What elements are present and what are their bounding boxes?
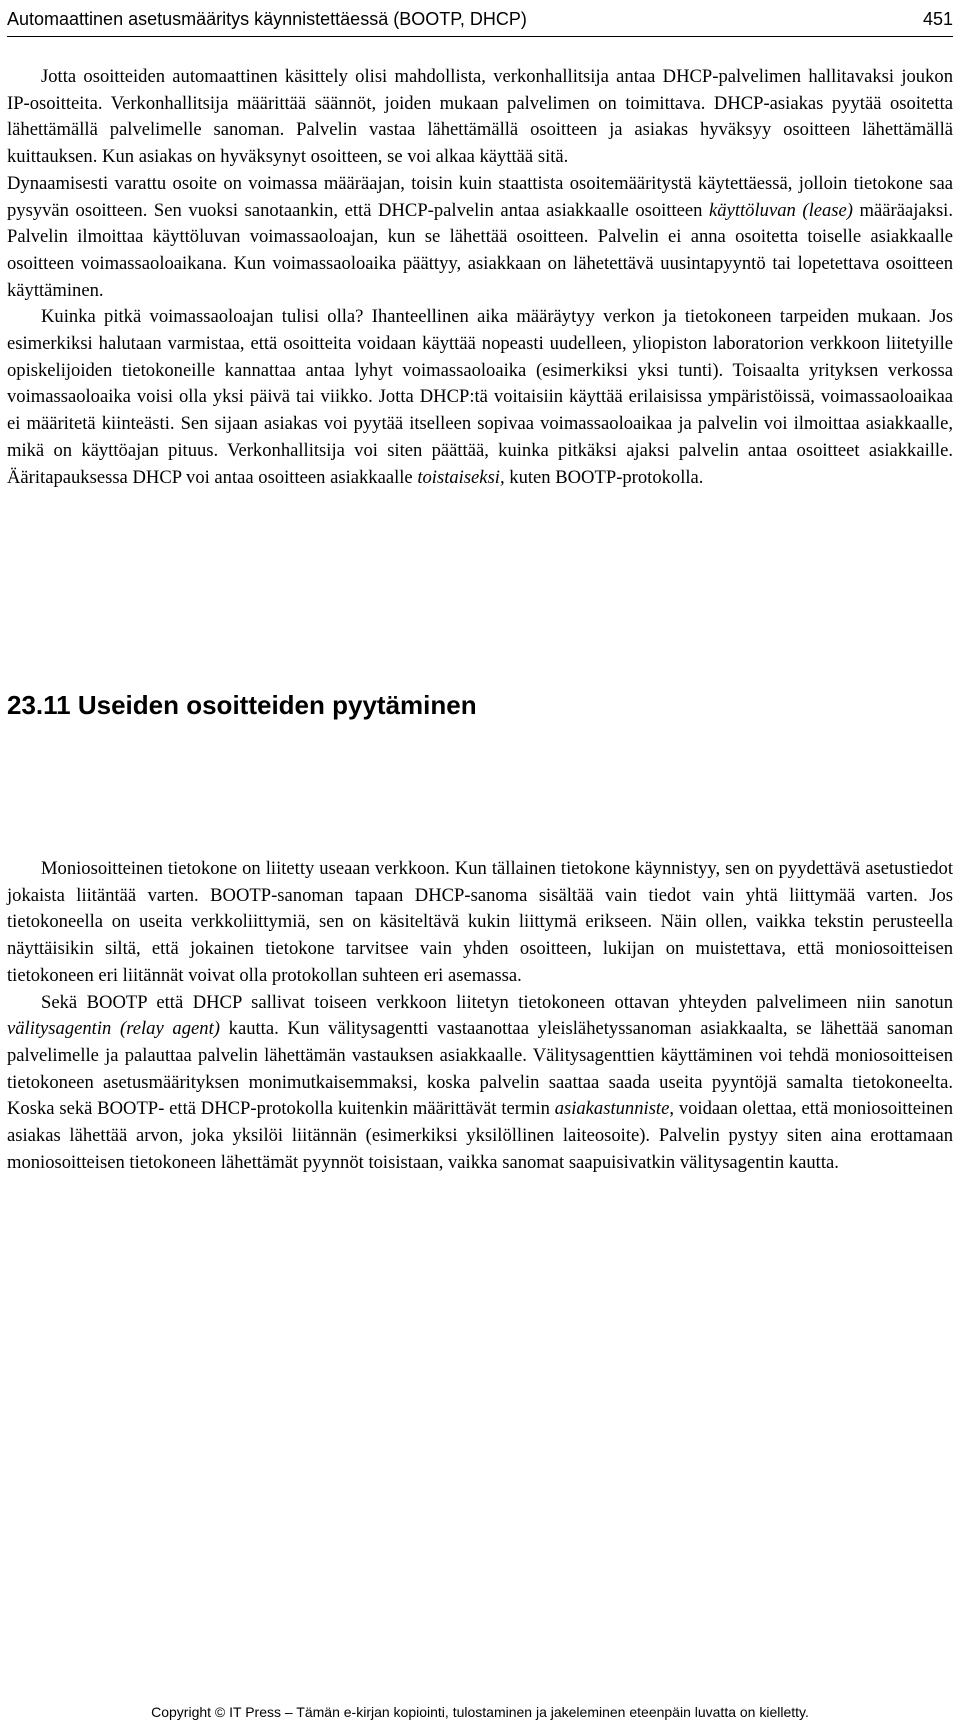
paragraph-text: Kuinka pitkä voimassaoloajan tulisi olla? Ihanteellinen aika määräytyy verkon ja tietokoneen tarpeiden mukaan. Jos esimerkiksi halutaan varmistaa, että osoitteita voidaan käyttää nopeasti uudelleen, yliopiston laboratorion verkkoon liitetyille opiskelijoiden tietokoneille kannattaa antaa lyhyt voimassaoloaika (esimerkiksi yksi tunti). Toisaalta yrityksen verkossa voimassaoloaika voisi olla yksi päivä tai viikko. Jotta DHCP:tä voitaisiin käyttää erilaisissa ympäristöissä, voimassaoloaikaa ei määritetä kiinteästi. Sen sijaan asiakas voi pyytää itselleen sopivaa voimassaoloaikaa ja palvelin voi ilmoittaa asiakkaalle, mikä on käyttöajan pituus. Verkonhallitsija voi siten päättää, kuinka pitkäksi ajaksi palvelin antaa osoitteet asiakkaille. Ääritapauksessa DHCP voi antaa osoitteen asiakkaalle (7, 306, 953, 488)
page-header (7, 6, 953, 32)
paragraph-text: kautta. Kun välitysagentti vastaanottaa yleislähetyssanoman asiakkaalta, se lähettää sanoman palvelimelle ja palauttaa palvelin lähettämän vastauksen asiakkaalle. Välitysagenttien käyttäminen voi tehdä moniosoitteisen tietokoneen asetusmäärityksen monimutkaisemmaksi, koska palvelin saattaa saada useita pyyntöjä samalta tietokoneelta. Koska sekä BOOTP- että DHCP-protokolla kuitenkin määrittävät termin (7, 1018, 953, 1120)
paragraph-text: Sekä BOOTP että DHCP sallivat toiseen verkkoon liitetyn tietokoneen ottavan yhteyden palvelimeen niin sanotun (41, 991, 953, 1013)
italic-term: käyttöluvan (lease) (709, 199, 853, 221)
header-rule (7, 36, 953, 37)
paragraph (7, 856, 953, 990)
page-number: 451 (922, 9, 953, 29)
paragraph-text: Jotta osoitteiden automaattinen käsittely olisi mahdollista, verkonhallitsija antaa DHCP-palvelimen hallitavaksi joukon IP-osoitteita. Verkonhallitsija määrittää säännöt, joiden mukaan palvelimen on toimittava. DHCP-asiakas pyytää osoitetta lähettämällä palvelimelle sanoman. Palvelin vastaa lähettämällä osoitteen ja asiakas hyväksyy osoitteen lähettämällä kuittauksen. Kun asiakas on hyväksynyt osoitteen, se voi alkaa käyttää sitä. (7, 66, 953, 168)
paragraph-text: , voidaan olettaa, että moniosoitteinen asiakas lähettää arvon, joka yksilöi liitännän (esimerkiksi yksilöllinen laiteosoite). Palvelin pystyy siten aina erottamaan moniosoitteisen tietokoneen lähettämät pyynnöt toisistaan, vaikka sanomat saapuisivatkin välitysagentin kautta. (7, 1098, 953, 1173)
italic-term: asiakastunniste (554, 1098, 670, 1120)
paragraph-text: Moniosoitteinen tietokone on liitetty useaan verkkoon. Kun tällainen tietokone käynnistyy, sen on pyydettävä asetustiedot jokaista liitäntää varten. BOOTP-sanoman tapaan DHCP-sanoma sisältää vain tiedot vain yhtä liittymää varten. Jos tietokoneella on useita verkkoliittymiä, sen on käsiteltävä kukin liittymä erikseen. Näin ollen, vaikka tekstin perusteella näyttäisikin siltä, että jokainen tietokone tarvitsee vain yhden osoitteen, lukijan on muistettava, että moniosoitteisen tietokoneen eri liitännät voivat olla protokollan suhteen eri asemassa. (7, 858, 953, 986)
italic-term: toistaiseksi, (417, 466, 505, 488)
paragraph-text: Dynaamisesti varattu osoite on voimassa määräajan, toisin kuin staattista osoitemääritystä käytettäessä, jolloin tietokone saa pysyvän osoitteen. Sen vuoksi sanotaankin, että DHCP-palvelin antaa asiakkaalle osoitteen (7, 172, 953, 221)
italic-term: välitysagentin (relay agent) (7, 1018, 220, 1040)
body-text-before-section (7, 64, 953, 491)
chapter-title: Automaattinen asetusmääritys käynnistettäessä (BOOTP, DHCP) (7, 9, 527, 29)
paragraph (7, 64, 953, 171)
paragraph (7, 990, 953, 1177)
copyright-footer: Copyright © IT Press – Tämän e-kirjan kopiointi, tulostaminen ja jakeleminen eteenpäin luvatta on kielletty. (151, 1704, 809, 1720)
paragraph (7, 304, 953, 491)
paragraph-text: kuten BOOTP-protokolla. (504, 466, 704, 488)
section-heading: 23.11 Useiden osoitteiden pyytäminen (7, 690, 477, 720)
paragraph-text: määräajaksi. Palvelin ilmoittaa käyttöluvan voimassaoloajan, kun se lähettää osoitteen. Palvelin ei anna osoitetta toiselle asiakkaalle osoitteen voimassaoloaikana. Kun voimassaoloaika päättyy, asiakkaan on lähetettävä uusintapyyntö tai lopetettava osoitteen käyttäminen. (7, 199, 953, 301)
paragraph (7, 171, 953, 305)
body-text-section-23-11 (7, 856, 953, 1176)
